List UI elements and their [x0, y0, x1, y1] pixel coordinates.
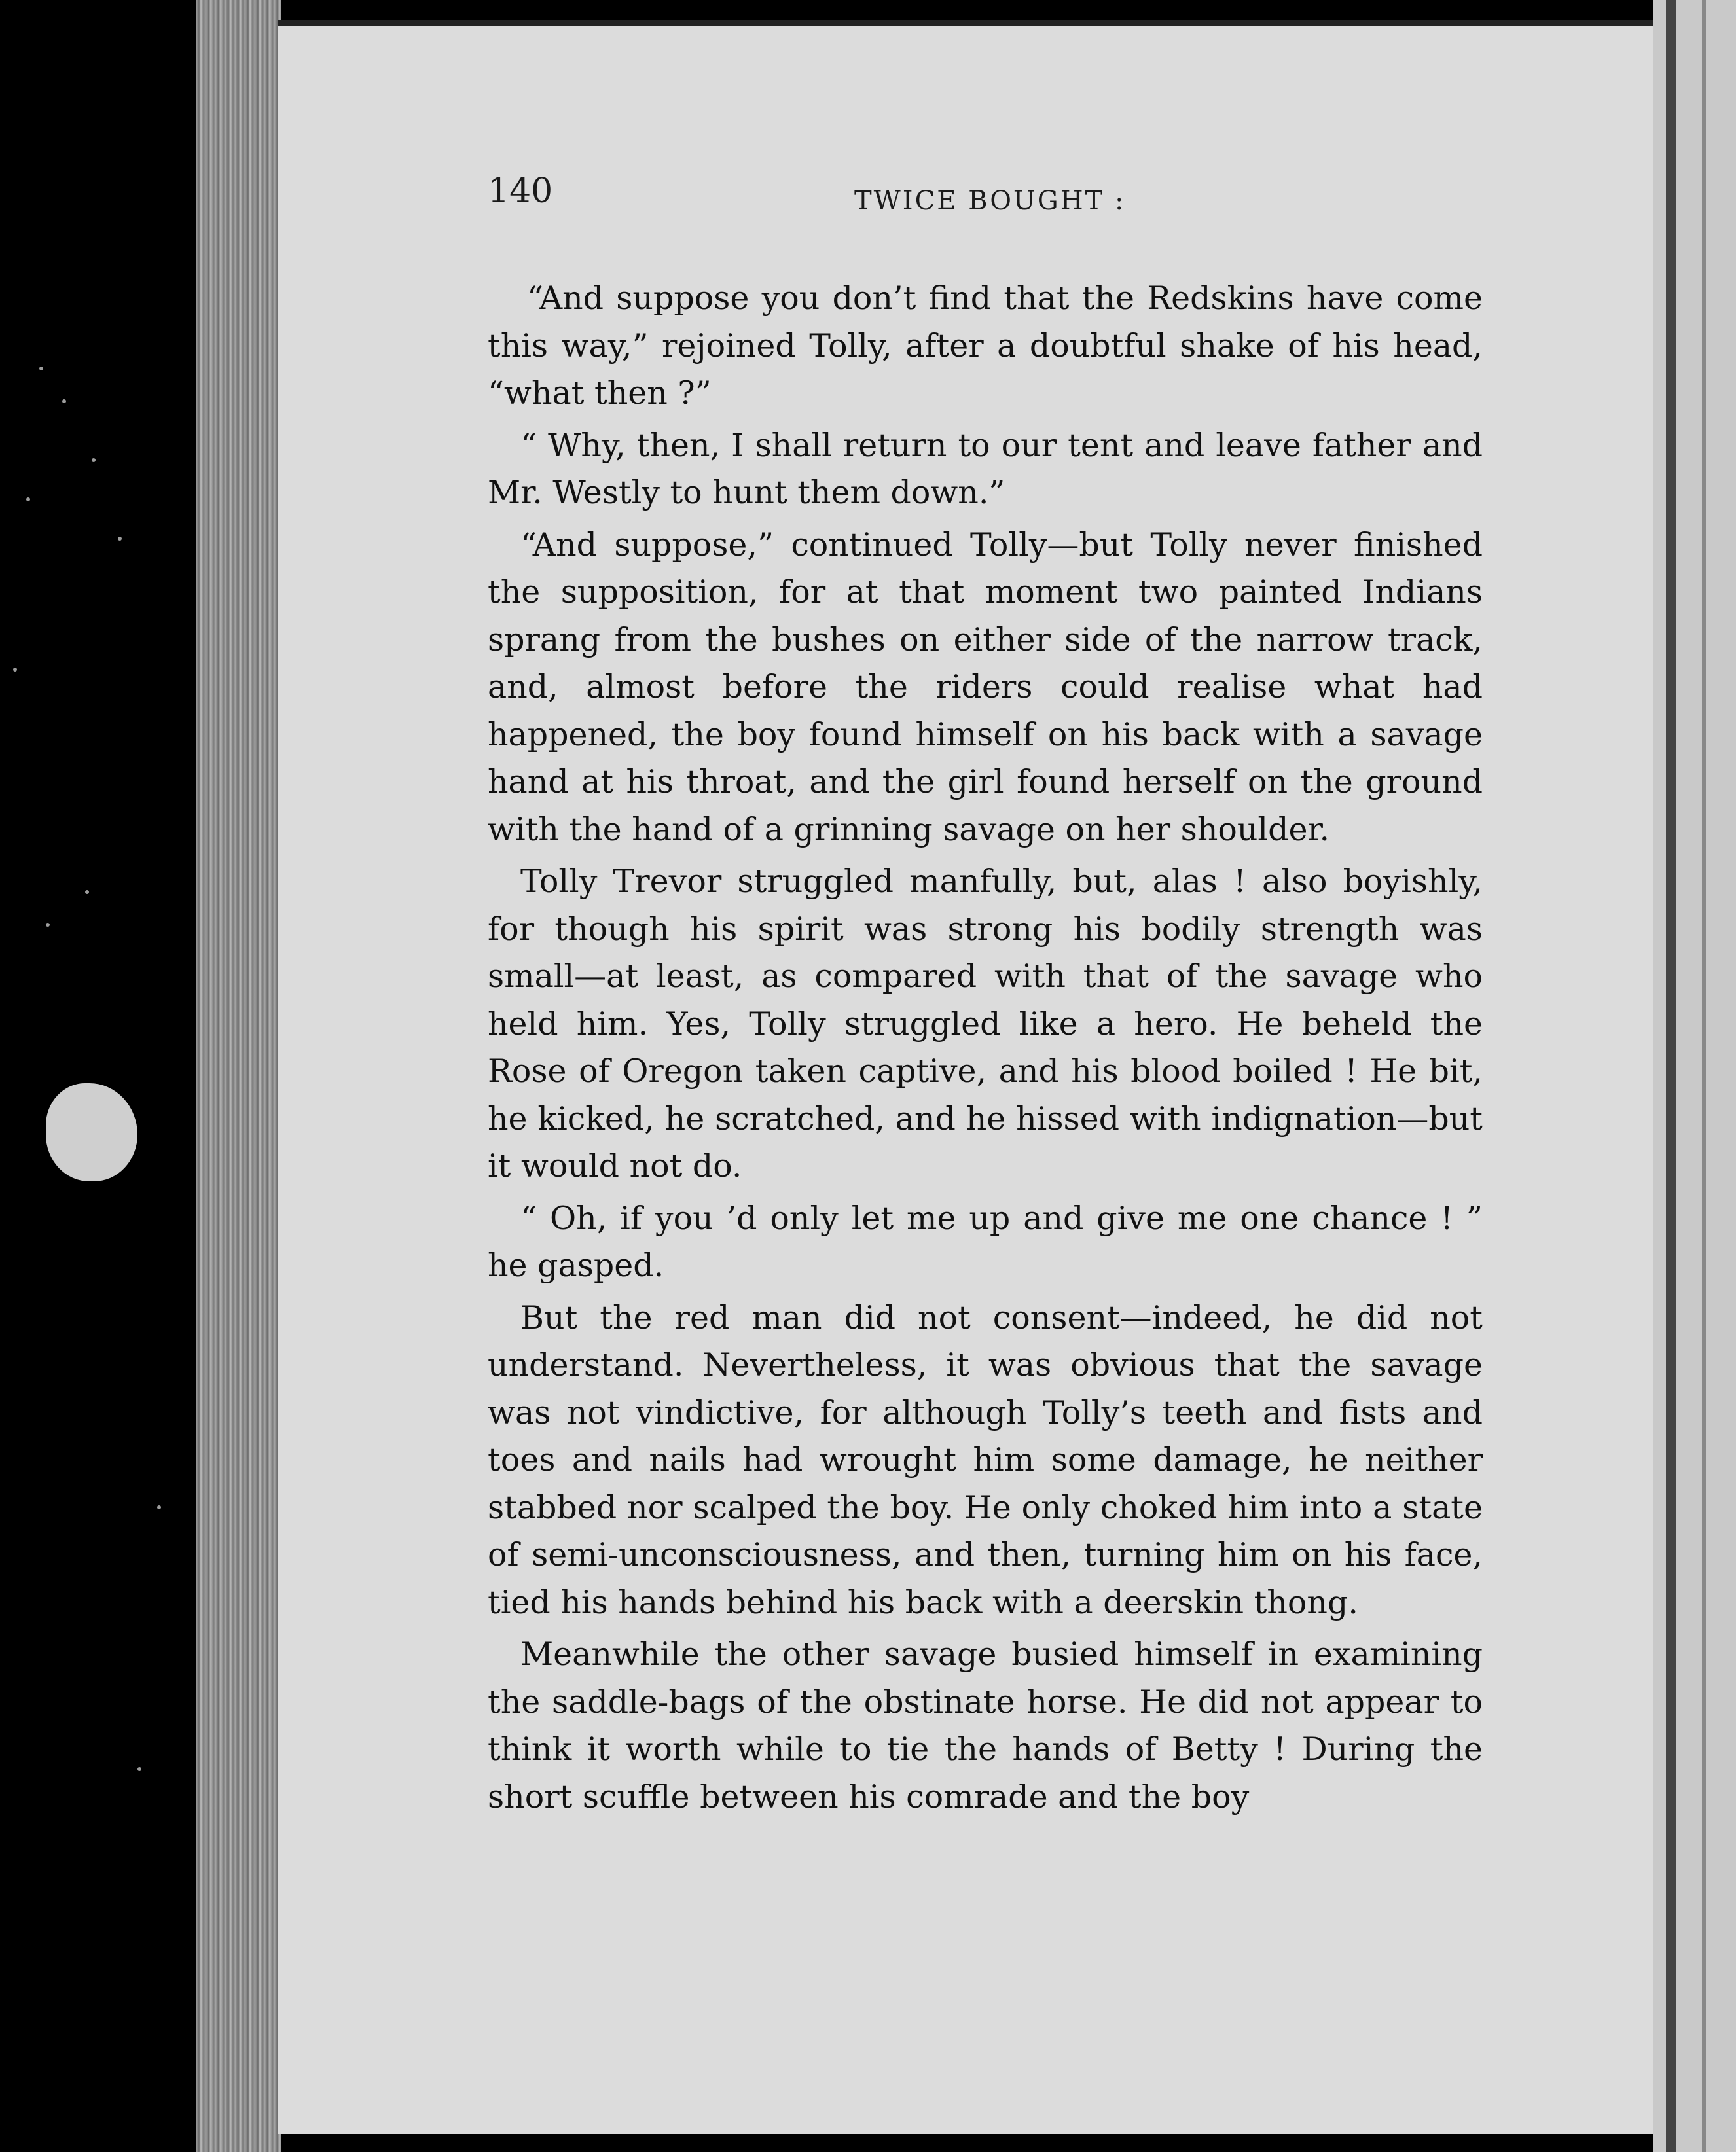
page-edges — [196, 0, 281, 2152]
paragraph: “ Why, then, I shall return to our tent and leave father and Mr. Westly to hunt them down.” — [488, 426, 1483, 511]
gutter-fold — [1666, 0, 1676, 2152]
page-top-shadow — [278, 20, 1656, 26]
body-text — [488, 275, 1483, 1825]
paragraph: “And suppose,” continued Tolly—but Tolly never finished the supposition, for at that moment two painted Indians sprang from the bushes on either side of the narrow track, and, almost before the riders could realise what had happened, the boy found himself on his back with a savage hand at his throat, and the girl found herself on the ground with the hand of a grinning savage on her shoulder. — [488, 526, 1483, 848]
right-page-gutter — [1653, 0, 1736, 2152]
paragraph: “ Oh, if you ’d only let me up and give me one chance ! ” he gasped. — [488, 1199, 1483, 1284]
background-specks — [0, 0, 196, 2152]
paragraph: Meanwhile the other savage busied himself in examining the saddle-bags of the obstinate horse. He did not appear to think it worth while to tie the hands of Betty ! During the short scuffle between his comrade and the boy — [488, 1636, 1483, 1816]
gutter-fold-edge — [1702, 0, 1706, 2152]
paragraph: Tolly Trevor struggled manfully, but, alas ! also boyishly, for though his spirit was strong his bodily strength was small—at least, as compared with that of the savage who held him. Yes, Tolly struggled like a hero. He beheld the Rose of Oregon taken captive, and his blood boiled ! He bit, he kicked, he scratched, and he hissed with indignation—but it would not do. — [488, 863, 1483, 1185]
page-number: 140 — [488, 171, 553, 211]
paragraph: But the red man did not consent—indeed, he did not understand. Nevertheless, it was obvious that the savage was not vindictive, for although Tolly’s teeth and fists and toes and nails had wrought him some damage, he neither stabbed nor scalped the boy. He only choked him into a state of semi-unconsciousness, and then, turning him on his face, tied his hands behind his back with a deerskin thong. — [488, 1299, 1483, 1621]
running-head: TWICE BOUGHT : — [854, 186, 1126, 216]
paragraph: “And suppose you don’t find that the Redskins have come this way,” rejoined Tolly, after a doubtful shake of his head, “what then ?” — [488, 279, 1483, 412]
page-header — [488, 171, 1496, 217]
